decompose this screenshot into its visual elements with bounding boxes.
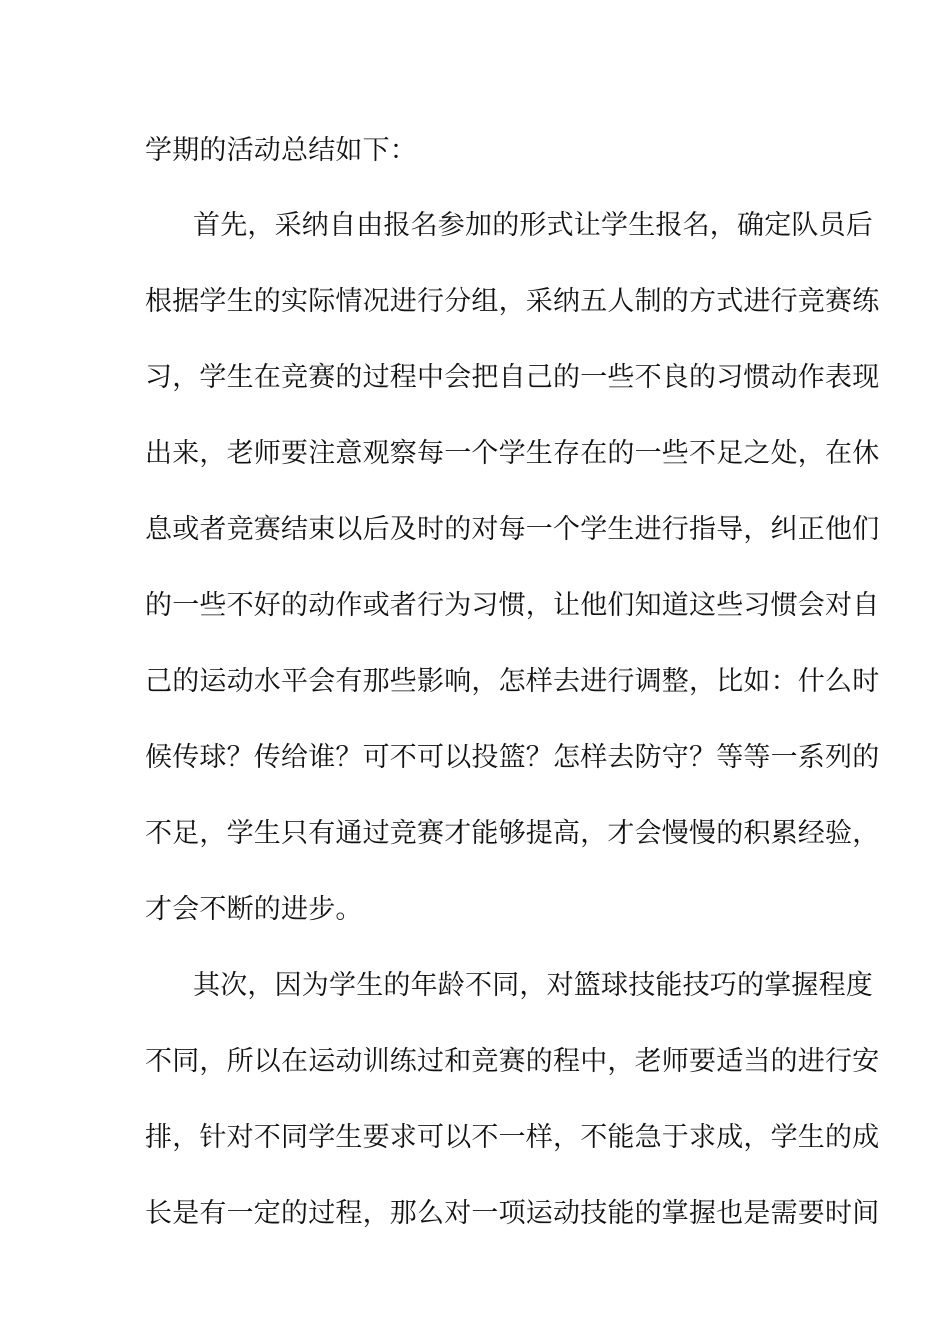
text-line: 排，针对不同学生要求可以不一样，不能急于求成，学生的成 xyxy=(145,1122,880,1153)
paragraph-first-line: 首先，采纳自由报名参加的形式让学生报名，确定队员后 xyxy=(193,210,873,241)
text-line: 不同，所以在运动训练过和竞赛的程中，老师要适当的进行安 xyxy=(145,1046,880,1077)
text-line: 己的运动水平会有那些影响，怎样去进行调整，比如：什么时 xyxy=(145,666,880,697)
text-line: 根据学生的实际情况进行分组，采纳五人制的方式进行竞赛练 xyxy=(145,286,880,317)
text-line: 出来，老师要注意观察每一个学生存在的一些不足之处，在休 xyxy=(145,438,880,469)
text-line: 息或者竞赛结束以后及时的对每一个学生进行指导，纠正他们 xyxy=(145,514,880,545)
text-line: 长是有一定的过程，那么对一项运动技能的掌握也是需要时间 xyxy=(145,1198,880,1229)
text-line: 不足，学生只有通过竞赛才能够提高，才会慢慢的积累经验， xyxy=(145,818,880,849)
text-line: 学期的活动总结如下： xyxy=(145,135,417,166)
text-line: 才会不断的进步。 xyxy=(145,894,363,925)
text-line: 候传球？传给谁？可不可以投篮？怎样去防守？等等一系列的 xyxy=(145,742,880,773)
text-line: 习，学生在竞赛的过程中会把自己的一些不良的习惯动作表现 xyxy=(145,362,880,393)
paragraph-first-line: 其次，因为学生的年龄不同，对篮球技能技巧的掌握程度 xyxy=(193,970,873,1001)
text-line: 的一些不好的动作或者行为习惯，让他们知道这些习惯会对自 xyxy=(145,590,880,621)
